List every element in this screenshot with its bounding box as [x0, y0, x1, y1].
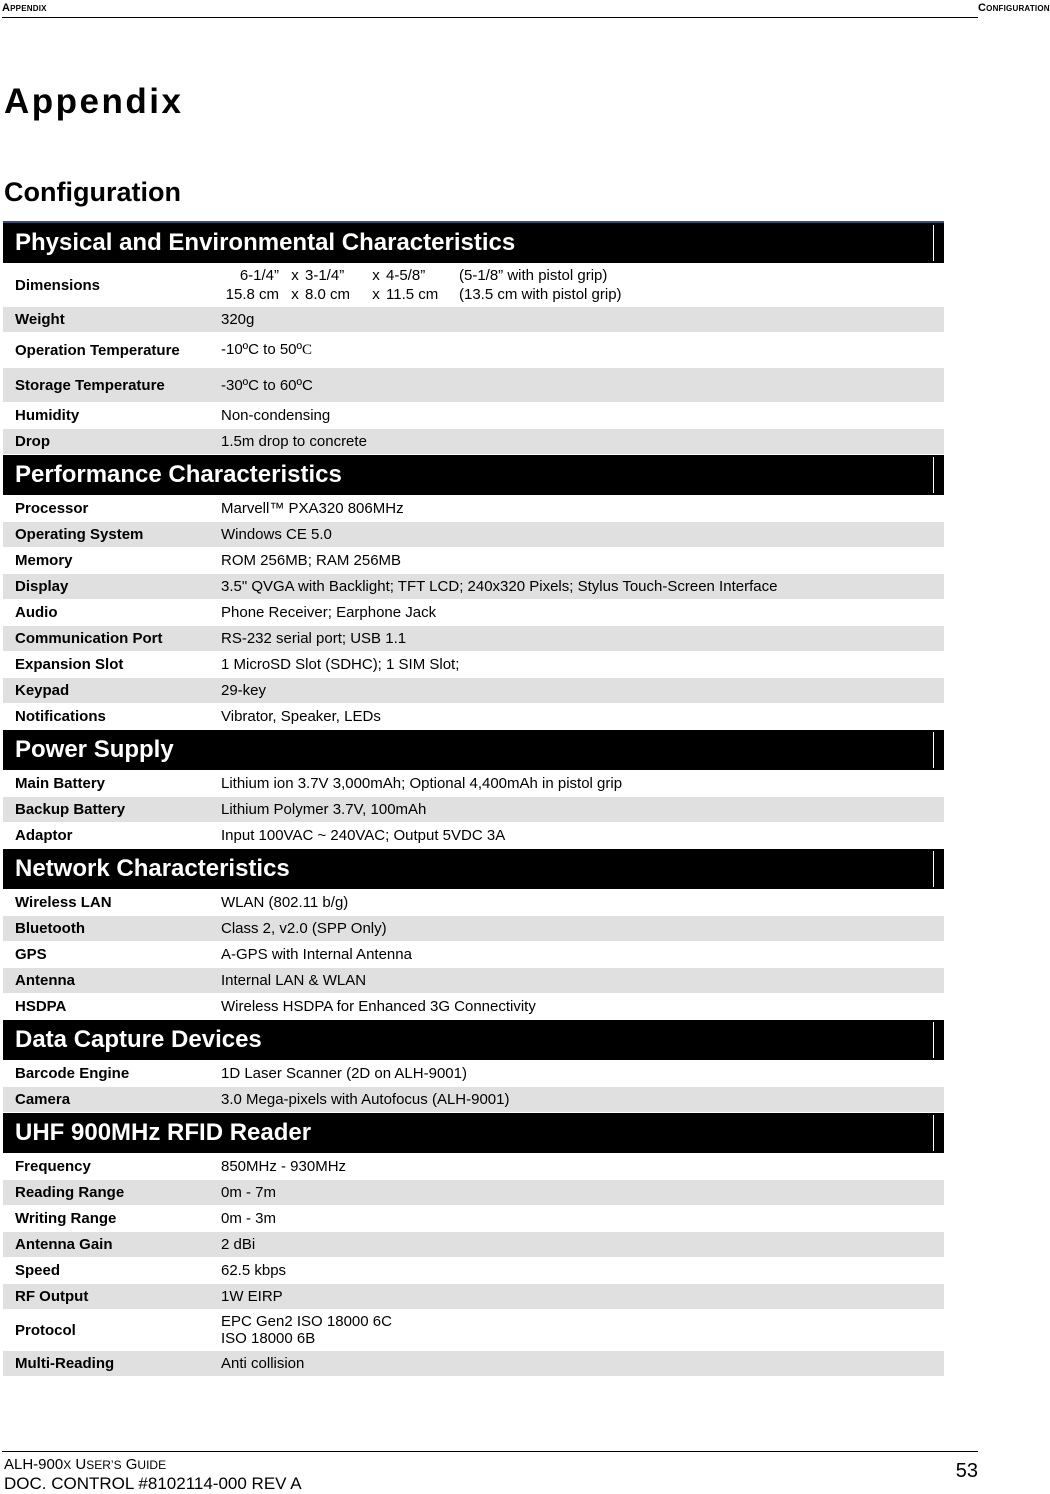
table-row — [3, 994, 944, 1020]
table-row — [3, 1206, 944, 1232]
spec-label: Notifications — [15, 708, 106, 725]
table-row — [3, 1180, 944, 1206]
dimensions-grid — [221, 266, 944, 304]
capture-section-header — [3, 1020, 944, 1061]
table-row — [3, 1232, 944, 1258]
footer-model: ALH-900 — [4, 1456, 64, 1473]
table-row — [3, 600, 944, 626]
physical-section-header — [3, 223, 944, 264]
op-temp-range: -10ºC to 50º — [221, 341, 302, 358]
header-right-text: Configuration — [978, 2, 1050, 14]
dim-cm-grip: (13.5 cm with pistol grip) — [459, 286, 622, 303]
page-header — [2, 0, 1050, 18]
spec-value: Anti collision — [221, 1355, 305, 1372]
spec-value: Lithium ion 3.7V 3,000mAh; Optional 4,400mAh in pistol grip — [221, 775, 623, 792]
capture-section-title: Data Capture Devices — [15, 1026, 262, 1053]
spec-label: Communication Port — [15, 630, 163, 647]
spec-value: 62.5 kbps — [221, 1262, 287, 1279]
protocol-line: ISO 18000 6B — [221, 1330, 316, 1347]
spec-label: Backup Battery — [15, 801, 126, 818]
table-row — [3, 771, 944, 797]
spec-value: 320g — [221, 311, 255, 328]
spec-value: Vibrator, Speaker, LEDs — [221, 708, 381, 725]
table-row — [3, 652, 944, 678]
spec-value: Phone Receiver; Earphone Jack — [221, 604, 437, 621]
humidity-row — [3, 403, 944, 429]
dim-in-height: 4-5/8” — [386, 267, 426, 284]
spec-label: Protocol — [15, 1321, 76, 1339]
spec-label: Antenna Gain — [15, 1236, 113, 1253]
table-row — [3, 1061, 944, 1087]
spec-label: Operation Temperature — [15, 341, 180, 359]
spec-label: Weight — [15, 311, 65, 328]
header-left-text: Appendix — [2, 2, 47, 14]
protocol-row — [3, 1310, 944, 1351]
table-row — [3, 574, 944, 600]
spec-label: Memory — [15, 552, 73, 569]
spec-value: 1.5m drop to concrete — [221, 433, 367, 450]
spec-label: Speed — [15, 1262, 61, 1279]
dim-in-grip: (5-1/8” with pistol grip) — [459, 267, 608, 284]
table-row — [3, 1154, 944, 1180]
dim-times: x — [372, 286, 380, 303]
spec-label: Main Battery — [15, 775, 106, 792]
spec-value: 1 MicroSD Slot (SDHC); 1 SIM Slot; — [221, 656, 460, 673]
power-section-header — [3, 730, 944, 771]
spec-label: Wireless LAN — [15, 894, 112, 911]
section-title: Configuration — [4, 177, 181, 207]
dim-cm-depth: 8.0 cm — [305, 286, 351, 303]
table-row — [3, 890, 944, 916]
spec-value: WLAN (802.11 b/g) — [221, 894, 349, 911]
spec-label: Audio — [15, 604, 58, 621]
spec-value: 850MHz - 930MHz — [221, 1158, 347, 1175]
table-row — [3, 1284, 944, 1310]
dim-in-width: 6-1/4” — [239, 267, 279, 284]
page-title: Appendix — [4, 82, 184, 121]
spec-value: Lithium Polymer 3.7V, 100mAh — [221, 801, 427, 818]
spec-value: 1D Laser Scanner (2D on ALH-9001) — [221, 1065, 467, 1082]
spec-label: Humidity — [15, 407, 80, 424]
rfid-section-header — [3, 1113, 944, 1154]
spec-label: Storage Temperature — [15, 376, 165, 394]
table-row — [3, 823, 944, 849]
spec-label: Adaptor — [15, 827, 73, 844]
dim-cm-width: 15.8 cm — [225, 286, 279, 303]
spec-value: 3.5" QVGA with Backlight; TFT LCD; 240x320 Pixels; Stylus Touch-Screen Interface — [221, 578, 778, 595]
operation-temperature-row — [3, 333, 944, 368]
spec-value: 3.0 Mega-pixels with Autofocus (ALH-9001) — [221, 1091, 510, 1108]
table-row — [3, 797, 944, 823]
spec-label: Camera — [15, 1091, 71, 1108]
spec-label: Frequency — [15, 1158, 91, 1175]
spec-label: Expansion Slot — [15, 656, 124, 673]
table-row — [3, 496, 944, 522]
dim-cm-height: 11.5 cm — [386, 286, 439, 303]
protocol-line: EPC Gen2 ISO 18000 6C — [221, 1313, 392, 1330]
footer-guide-title — [4, 1456, 166, 1474]
spec-value — [221, 1313, 944, 1347]
footer-model-suffix: X — [63, 1458, 72, 1472]
weight-row — [3, 307, 944, 333]
rfid-section-title: UHF 900MHz RFID Reader — [15, 1119, 312, 1146]
table-row — [3, 1087, 944, 1113]
dim-times: x — [291, 286, 299, 303]
spec-label: GPS — [15, 946, 47, 963]
spec-label: Processor — [15, 500, 89, 517]
op-temp-unit: C — [302, 342, 313, 358]
spec-label: Reading Range — [15, 1184, 125, 1201]
table-row — [3, 704, 944, 730]
spec-value: Windows CE 5.0 — [221, 526, 332, 543]
spec-label: Drop — [15, 433, 50, 450]
spec-table — [3, 221, 944, 1377]
footer-ser: SER’S — [86, 1458, 122, 1472]
spec-value: Non-condensing — [221, 407, 331, 424]
spec-label: Barcode Engine — [15, 1065, 130, 1082]
spec-label: Display — [15, 578, 69, 595]
dim-times: x — [372, 267, 380, 284]
network-section-title: Network Characteristics — [15, 855, 290, 882]
spec-value: RS-232 serial port; USB 1.1 — [221, 630, 407, 647]
spec-value: -30ºC to 60ºC — [221, 376, 313, 394]
spec-value: Wireless HSDPA for Enhanced 3G Connectivity — [221, 998, 536, 1015]
spec-value: Marvell™ PXA320 806MHz — [221, 500, 404, 517]
spec-value: A-GPS with Internal Antenna — [221, 946, 412, 963]
table-row — [3, 678, 944, 704]
spec-label: Keypad — [15, 682, 70, 699]
performance-section-title: Performance Characteristics — [15, 461, 342, 488]
spec-label: Operating System — [15, 526, 144, 543]
spec-value: Internal LAN & WLAN — [221, 972, 367, 989]
physical-section-title: Physical and Environmental Characteristics — [15, 229, 516, 256]
spec-value: 1W EIRP — [221, 1288, 283, 1305]
spec-value: 2 dBi — [221, 1236, 256, 1253]
spec-value: 0m - 7m — [221, 1184, 277, 1201]
spec-label: Bluetooth — [15, 920, 85, 937]
power-section-title: Power Supply — [15, 736, 174, 763]
page-number: 53 — [955, 1460, 978, 1482]
spec-value: 0m - 3m — [221, 1210, 277, 1227]
spec-label: RF Output — [15, 1288, 89, 1305]
table-row — [3, 968, 944, 994]
spec-value: ROM 256MB; RAM 256MB — [221, 552, 402, 569]
footer-doc-control: DOC. CONTROL #8102114-000 REV A — [4, 1474, 302, 1493]
storage-temperature-row — [3, 368, 944, 403]
footer-g: G — [125, 1456, 138, 1473]
dim-in-depth: 3-1/4” — [305, 267, 345, 284]
dim-times: x — [291, 267, 299, 284]
table-row — [3, 626, 944, 652]
page-footer — [2, 1451, 978, 1492]
multi-reading-row — [3, 1351, 944, 1377]
spec-value: Input 100VAC ~ 240VAC; Output 5VDC 3A — [221, 827, 506, 844]
spec-value — [221, 266, 944, 304]
table-row — [3, 916, 944, 942]
spec-value — [221, 341, 944, 359]
footer-u: U — [75, 1456, 87, 1473]
network-section-header — [3, 849, 944, 890]
spec-value: 29-key — [221, 682, 267, 699]
spec-label: Antenna — [15, 972, 75, 989]
spec-label: Multi-Reading — [15, 1355, 115, 1372]
spec-label: Writing Range — [15, 1210, 117, 1227]
spec-label: HSDPA — [15, 998, 67, 1015]
table-row — [3, 1258, 944, 1284]
table-row — [3, 548, 944, 574]
spec-value: Class 2, v2.0 (SPP Only) — [221, 920, 387, 937]
footer-uide: UIDE — [137, 1458, 167, 1472]
dimensions-row — [3, 264, 944, 307]
performance-section-header — [3, 455, 944, 496]
table-row — [3, 522, 944, 548]
table-row — [3, 942, 944, 968]
drop-row — [3, 429, 944, 455]
spec-label: Dimensions — [15, 276, 101, 294]
